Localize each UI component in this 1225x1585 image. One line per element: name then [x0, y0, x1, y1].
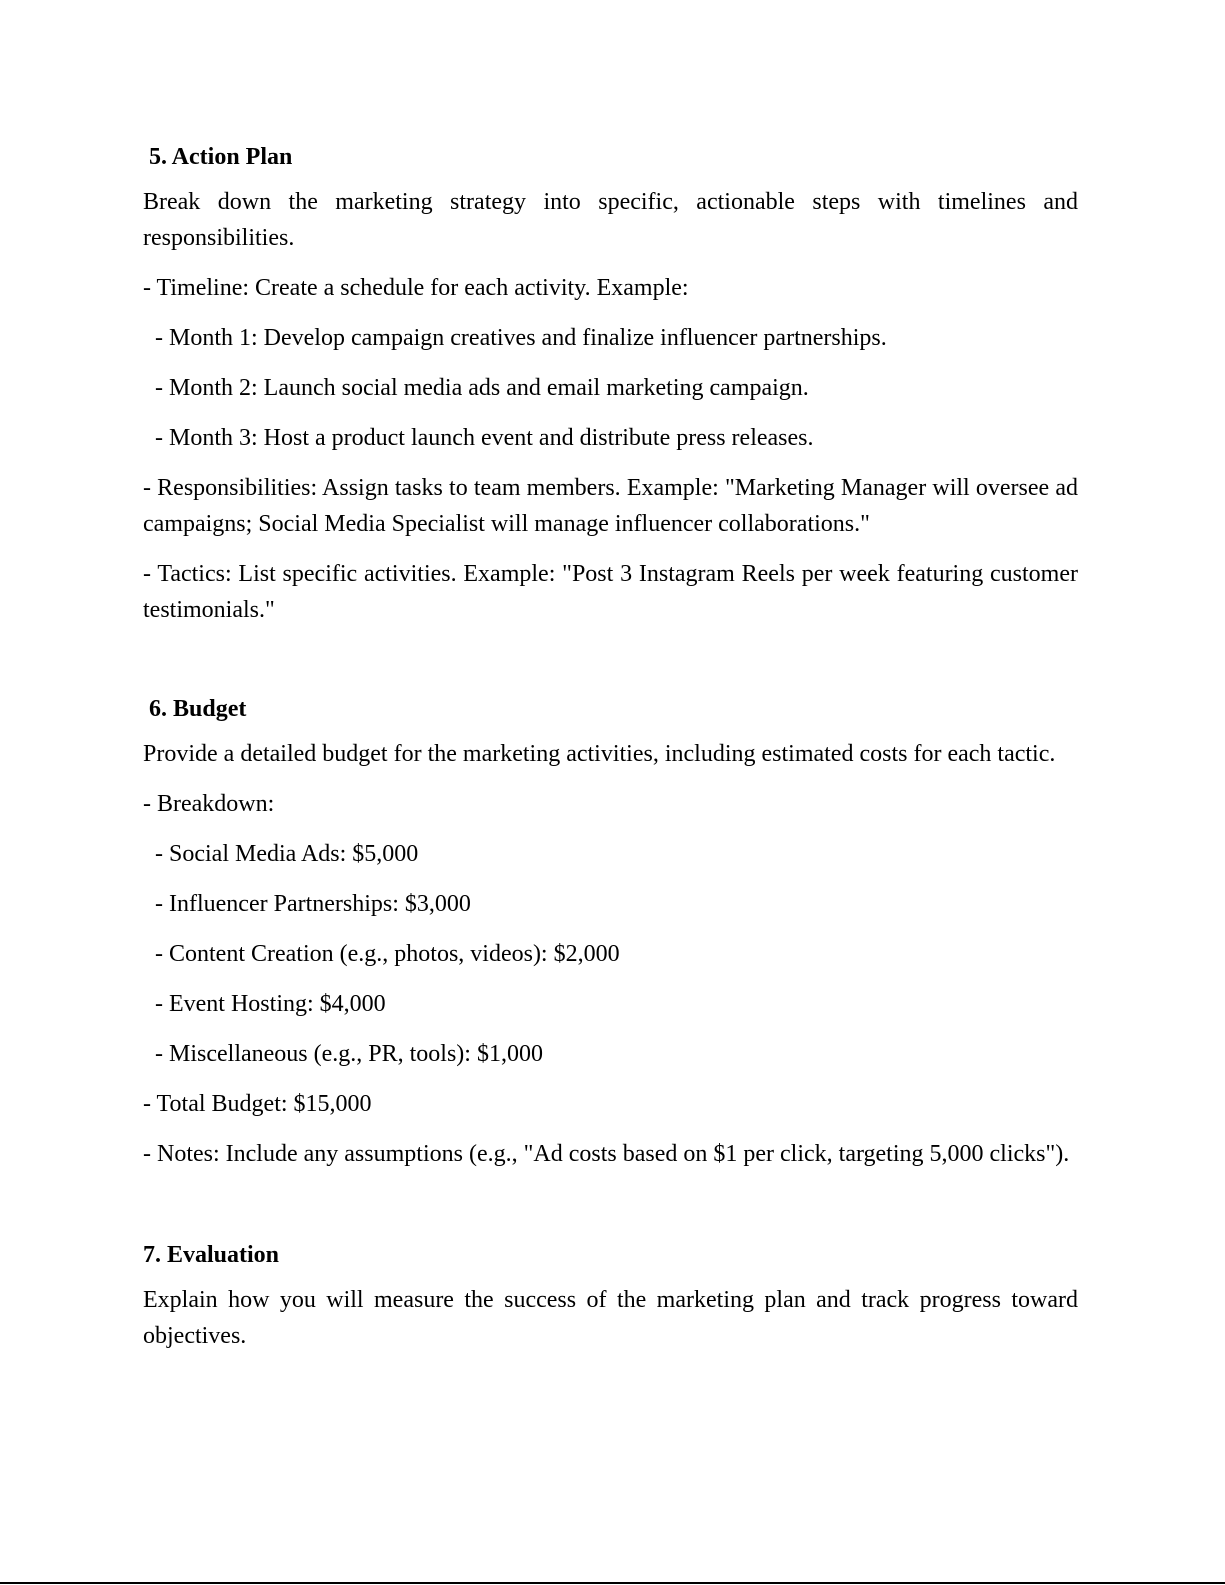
sub-bullet-social-media-ads: - Social Media Ads: $5,000 [155, 841, 419, 867]
page-bottom-rule [0, 1582, 1225, 1584]
section-heading: 5. Action Plan [149, 144, 293, 170]
bullet-notes: - Notes: Include any assumptions (e.g., "Ad costs based on $1 per click, targeting 5,000 clicks"). [143, 1141, 1070, 1167]
section-intro: Break down the marketing strategy into specific, actionable steps with timelines and responsibilities. [143, 189, 1078, 251]
section-intro: Provide a detailed budget for the marketing activities, including estimated costs for each tactic. [143, 741, 1056, 767]
sub-bullet-month-3: - Month 3: Host a product launch event and distribute press releases. [155, 425, 814, 451]
sub-bullet-event-hosting: - Event Hosting: $4,000 [155, 991, 386, 1017]
sub-bullet-influencer-partnerships: - Influencer Partnerships: $3,000 [155, 891, 471, 917]
sub-bullet-month-2: - Month 2: Launch social media ads and email marketing campaign. [155, 375, 809, 401]
bullet-responsibilities: - Responsibilities: Assign tasks to team members. Example: "Marketing Manager will oversee ad campaigns; Social Media Specialist will manage influencer collaborations." [143, 475, 1078, 537]
sub-bullet-content-creation: - Content Creation (e.g., photos, videos): $2,000 [155, 941, 620, 967]
section-spacer [143, 642, 1078, 692]
section-heading: 6. Budget [149, 696, 247, 722]
sub-bullet-miscellaneous: - Miscellaneous (e.g., PR, tools): $1,000 [155, 1041, 543, 1067]
bullet-breakdown: - Breakdown: [143, 791, 275, 817]
bullet-timeline: - Timeline: Create a schedule for each activity. Example: [143, 275, 689, 301]
section-action-plan [143, 140, 1078, 628]
document-page [143, 140, 1078, 1368]
bullet-tactics: - Tactics: List specific activities. Example: "Post 3 Instagram Reels per week featuring customer testimonials." [143, 561, 1078, 623]
section-heading: 7. Evaluation [143, 1242, 280, 1268]
section-spacer [143, 1186, 1078, 1238]
section-budget [143, 692, 1078, 1172]
section-intro: Explain how you will measure the success of the marketing plan and track progress toward objectives. [143, 1287, 1078, 1349]
bullet-total-budget: - Total Budget: $15,000 [143, 1091, 372, 1117]
sub-bullet-month-1: - Month 1: Develop campaign creatives and finalize influencer partnerships. [155, 325, 887, 351]
section-evaluation [143, 1238, 1078, 1354]
